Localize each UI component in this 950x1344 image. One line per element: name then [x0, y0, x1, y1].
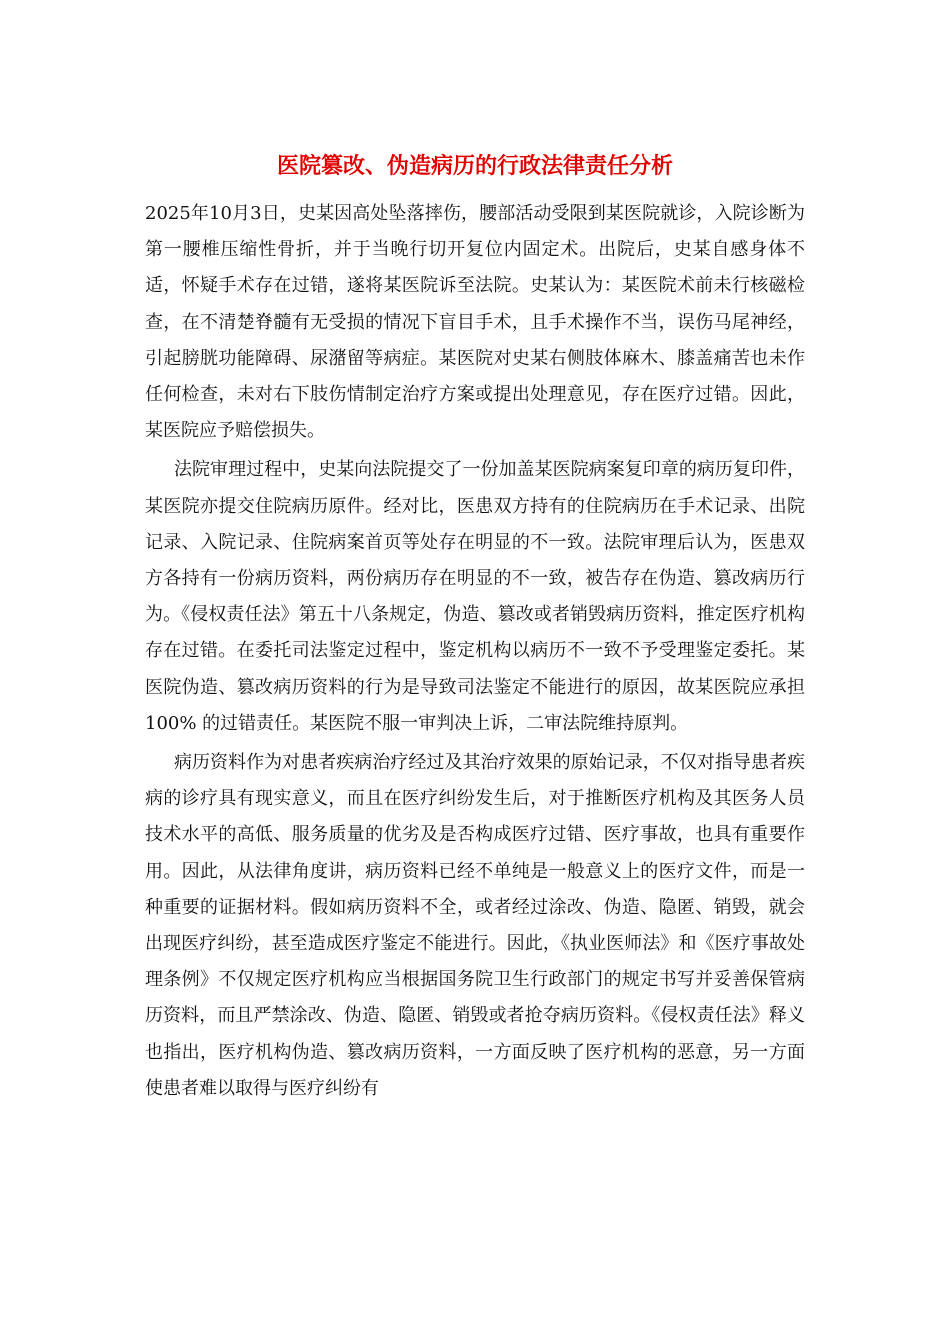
- paragraph-legal-analysis: 病历资料作为对患者疾病治疗经过及其治疗效果的原始记录，不仅对指导患者疾病的诊疗具有现实意义，而且在医疗纠纷发生后，对于推断医疗机构及其医务人员技术水平的高低、服务质量的优劣及是否构成医疗过错、医疗事故，也具有重要作用。因此，从法律角度讲，病历资料已经不单纯是一般意义上的医疗文件，而是一种重要的证据材料。假如病历资料不全，或者经过涂改、伪造、隐匿、销毁，就会出现医疗纠纷，甚至造成医疗鉴定不能进行。因此，《执业医师法》和《医疗事故处理条例》不仅规定医疗机构应当根据国务院卫生行政部门的规定书写并妥善保管病历资料，而且严禁涂改、伪造、隐匿、销毁或者抢夺病历资料。《侵权责任法》释义也指出，医疗机构伪造、篡改病历资料，一方面反映了医疗机构的恶意，另一方面使患者难以取得与医疗纠纷有: [145, 752, 805, 1099]
- paragraph-court-trial: 法院审理过程中，史某向法院提交了一份加盖某医院病案复印章的病历复印件，某医院亦提交住院病历原件。经对比，医患双方持有的住院病历在手术记录、出院记录、入院记录、住院病案首页等处存在明显的不一致。法院审理后认为，医患双方各持有一份病历资料，两份病历存在明显的不一致，被告存在伪造、篡改病历行为。《侵权责任法》第五十八条规定，伪造、篡改或者销毁病历资料，推定医疗机构存在过错。在委托司法鉴定过程中，鉴定机构以病历不一致不予受理鉴定委托。某医院伪造、篡改病历资料的行为是导致司法鉴定不能进行的原因，故某医院应承担 100% 的过错责任。某医院不服一审判决上诉，二审法院维持原判。: [145, 459, 805, 734]
- document-title: 医院篡改、伪造病历的行政法律责任分析: [276, 153, 673, 179]
- paragraph-case-facts: 2025年10月3日，史某因高处坠落摔伤，腰部活动受限到某医院就诊，入院诊断为第一腰椎压缩性骨折，并于当晚行切开复位内固定术。出院后，史某自感身体不适，怀疑手术存在过错，遂将某医院诉至法院。史某认为：某医院术前未行核磁检查，在不清楚脊髓有无受损的情况下盲目手术，且手术操作不当，误伤马尾神经，引起膀胱功能障碍、尿潴留等病症。某医院对史某右侧肢体麻木、膝盖痛苦也未作任何检查，未对右下肢伤情制定治疗方案或提出处理意见，存在医疗过错。因此，某医院应予赔偿损失。: [145, 203, 805, 442]
- document-body: [145, 196, 805, 1110]
